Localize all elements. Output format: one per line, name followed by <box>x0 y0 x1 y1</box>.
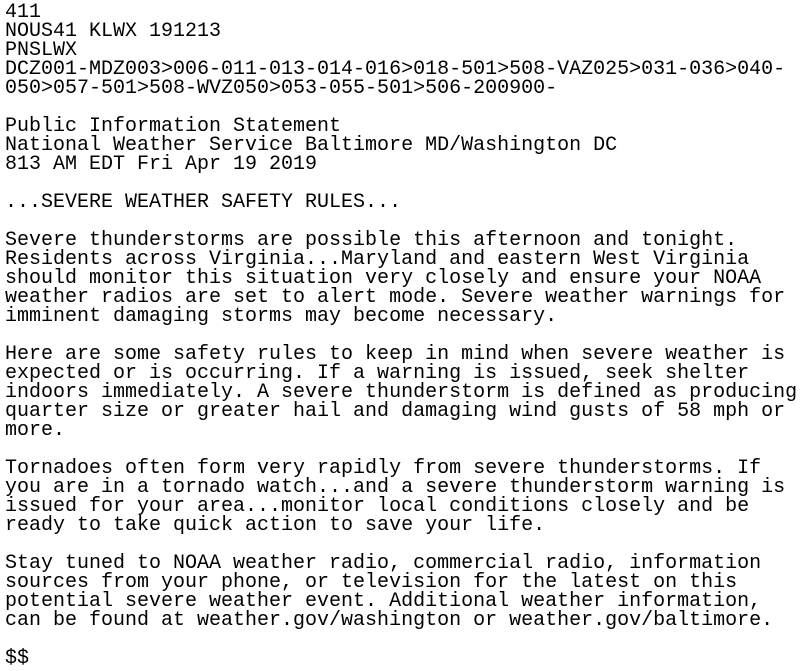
ugc-line-1: DCZ001-MDZ003>006-011-013-014-016>018-501>508-VAZ025>031-036>040- <box>5 58 786 81</box>
paragraph-2-line: expected or is occurring. If a warning is issued, seek shelter <box>5 362 750 385</box>
headline: ...SEVERE WEATHER SAFETY RULES... <box>5 191 402 214</box>
paragraph-1-line: Residents across Virginia...Maryland and eastern West Virginia <box>5 248 750 271</box>
paragraph-4-line: sources from your phone, or television for the latest on this <box>5 571 738 594</box>
paragraph-1-line: weather radios are set to alert mode. Severe weather warnings for <box>5 286 786 309</box>
paragraph-2-line: indoors immediately. A severe thunderstorm is defined as producing <box>5 381 798 404</box>
issue-time: 813 AM EDT Fri Apr 19 2019 <box>5 153 318 176</box>
paragraph-2-line: quarter size or greater hail and damaging wind gusts of 58 mph or <box>5 400 786 423</box>
paragraph-2-line: Here are some safety rules to keep in mind when severe weather is <box>5 343 786 366</box>
ugc-line-2: 050>057-501>508-WVZ050>053-055-501>506-200900- <box>5 77 558 100</box>
issuing-office: National Weather Service Baltimore MD/Washington DC <box>5 134 618 157</box>
paragraph-2-line: more. <box>5 419 66 442</box>
paragraph-4-line: potential severe weather event. Additional weather information, <box>5 590 762 613</box>
paragraph-3-line: you are in a tornado watch...and a severe thunderstorm warning is <box>5 476 786 499</box>
blank-line <box>5 630 801 649</box>
product-terminator: $$ <box>5 647 30 670</box>
product-id: 411 <box>5 1 42 24</box>
paragraph-3-line: ready to take quick action to save your life. <box>5 514 546 537</box>
paragraph-1-line: imminent damaging storms may become necessary. <box>5 305 558 328</box>
paragraph-3-line: Tornadoes often form very rapidly from severe thunderstorms. If <box>5 457 762 480</box>
paragraph-4-line: can be found at weather.gov/washington or weather.gov/baltimore. <box>5 609 774 632</box>
paragraph-1-line: Severe thunderstorms are possible this afternoon and tonight. <box>5 229 738 252</box>
paragraph-4-line: Stay tuned to NOAA weather radio, commercial radio, information <box>5 552 762 575</box>
paragraph-1-line: should monitor this situation very closely and ensure your NOAA <box>5 267 762 290</box>
paragraph-3-line: issued for your area...monitor local conditions closely and be <box>5 495 750 518</box>
awips-id: PNSLWX <box>5 39 78 62</box>
statement-title: Public Information Statement <box>5 115 342 138</box>
wmo-header: NOUS41 KLWX 191213 <box>5 20 222 43</box>
